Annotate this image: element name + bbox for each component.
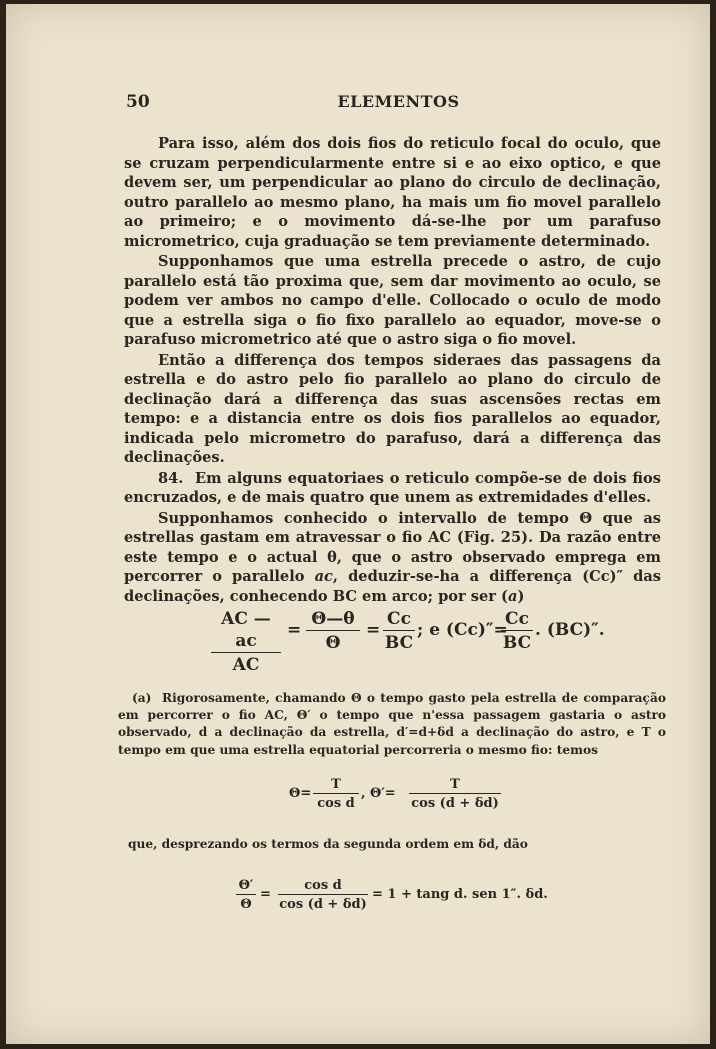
footnote-line: que, desprezando os termos da segunda ordem em δd, dão: [128, 837, 528, 851]
numerator: cos d: [278, 877, 368, 895]
fraction-theta-ratio: [236, 877, 256, 914]
section-84: [124, 469, 661, 508]
page-header: [126, 92, 671, 118]
formula-tail: . (BC)″.: [535, 620, 605, 640]
parallel-ac: ac: [314, 568, 333, 585]
paragraph: Para isso, além dos dois fios do reticulo focal do oculo, que se cruzam perpendicularmente entre si e ao eixo optico, e que devem ser, um perpendicular ao plano do circulo de declinação, outro parallelo ao mesmo plano, ha mais um fio movel parallelo ao primeiro; e o movimento dá-se-lhe por um parafuso micrometrico, cuja graduação se tem previamente determinado.: [124, 135, 661, 250]
paragraph-text: , deduzir-se-ha a differença (Cc)″ das declinações, conhecendo BC em arco; por ser (: [124, 568, 661, 605]
fraction-t-cos-ddd: [409, 776, 501, 813]
denominator: BC: [384, 633, 414, 653]
equals-sign: =: [260, 887, 271, 902]
numerator: Cc: [501, 608, 533, 631]
denominator: Θ: [325, 633, 341, 653]
numerator: T: [313, 776, 359, 794]
denominator: AC: [232, 655, 260, 675]
book-page: [6, 4, 710, 1044]
paragraph: Supponhamos que uma estrella precede o astro, de cujo parallelo está tão proxima que, sem dar movimento ao oculo, se podem ver ambos no campo d'elle. Collocado o oculo de modo que a estrella siga o fio fixo parallelo ao equador, move-se o parafuso micrometrico até que o astro siga o fio movel.: [124, 253, 661, 348]
formula-rhs: = 1 + tang d. sen 1″. δd.: [372, 887, 548, 902]
denominator: Θ: [240, 897, 252, 912]
denominator: cos d: [317, 796, 355, 811]
footnote-body: Rigorosamente, chamando Θ o tempo gasto pela estrella de comparação em percorrer o fio AC, Θ′ o tempo que n'essa passagem gastaria o astro observado, d a declinação da estrella, d′=d+δd a declinação do astro, e T o tempo em que uma estrella equatorial percorreria o mesmo fio: temos: [118, 691, 666, 757]
footnote-formula-1: [289, 776, 529, 816]
fraction-ac: [211, 608, 281, 677]
numerator: Θ—θ: [306, 608, 360, 631]
denominator: cos (d + δd): [279, 897, 367, 912]
fraction-t-cosd: [313, 776, 359, 813]
equals-sign: =: [366, 620, 381, 640]
footnote-ref: a: [507, 587, 518, 605]
section-text: Em alguns equatoriaes o reticulo compõe-se de dois fios encruzados, e de mais quatro que unem as extremidades d'elles.: [124, 469, 661, 506]
running-title: ELEMENTOS: [337, 92, 460, 111]
paragraph: Então a differença dos tempos sideraes das passagens da estrella e do astro pelo fio parallelo ao plano do circulo de declinação dará a differença das suas ascensões rectas em tempo: e a distancia entre os dois fios parallelos ao equador, indicada pelo micrometro do parafuso, dará a differença das declinações.: [124, 351, 661, 466]
fraction-cc-bc-2: [501, 608, 533, 655]
equals-sign: =: [287, 620, 302, 640]
footnote-formula-2: [236, 877, 556, 917]
page-number: 50: [126, 92, 150, 112]
fraction-theta: [306, 608, 360, 655]
fraction-cosd: [278, 877, 368, 914]
body-text: [124, 134, 661, 606]
footnote: [118, 690, 666, 759]
formula-separator: ; e (Cc)″=: [417, 620, 508, 640]
numerator: Θ′: [236, 877, 256, 895]
numerator: T: [409, 776, 501, 794]
formula-mid: , Θ′=: [361, 786, 396, 801]
main-formula: [211, 608, 631, 675]
paragraph-text: Supponhamos conhecido o intervallo de tempo Θ que as estrellas gastam em atravessar o fio AC (Fig. 25). Da razão entre este tempo e o actual θ, que o astro observado emprega em percorrer o parallelo: [124, 509, 661, 585]
denominator: BC: [502, 633, 532, 653]
footnote-marker: (a): [132, 691, 152, 705]
denominator: cos (d + δd): [411, 796, 499, 811]
numerator: Cc: [383, 608, 415, 631]
numerator: AC — ac: [211, 608, 281, 653]
paragraph: [124, 509, 661, 607]
fraction-cc-bc: [383, 608, 415, 655]
section-number: 84.: [158, 469, 184, 487]
footnote-text: [118, 690, 666, 759]
formula-lhs: Θ=: [289, 786, 312, 801]
paragraph-text: ): [517, 587, 525, 605]
